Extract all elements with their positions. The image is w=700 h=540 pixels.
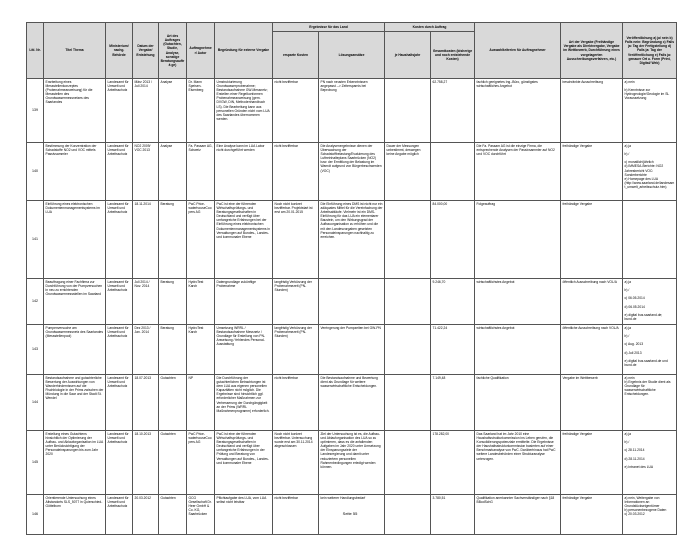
row-datum: NO2 2009/ VOC 2013: [133, 143, 159, 201]
row-auswahl: Qualifikation anerkannter Sachverständiger nach §18 BBodSchG: [475, 495, 561, 535]
table-row: [27, 431, 677, 495]
row-title: Erarbeitung eines Messstellenkonzeptes (Probenahmeanweisung) für die Messstellen des Grundwassermessnetzes des Saarlandes: [44, 79, 106, 143]
row-ministerium: Landesamt für Umwelt und Arbeitsschutz: [106, 375, 133, 431]
row-auswahl: wirtschaftlichstes Angebot: [475, 325, 561, 375]
row-loesung: Die Bestandsaufnahme und Bewertung dient als Grundlage für weitere wasserwirtschaftliche Entscheidungen.: [319, 375, 385, 431]
row-je-jahr: Dauer der Messungen unbestimmt, deswegen keine Angabe möglich: [385, 143, 431, 201]
table-row: [27, 279, 677, 325]
header-titel: Titel Thema: [44, 23, 106, 79]
row-title: Beauftragung einer Fachfirma zur Durchführung von der Pumpversuchen in neu zu errichtenden Grundwassermessstellen im Saarland: [44, 279, 106, 325]
row-loesung: Die Einführung eines DMS ist nicht nur ein adäquates Mittel für die Vereinfachung der Arbeitsabläufe. Vielmehr ist ein DMS-Einführung für das LUA ein elementarer Baustein, um den Wirkungsgrad der Aufbauorganisation zu erhöhen und die mit den Landesvorgaben gesetzten Personaleinsparungen nachhaltig zu erreichen.: [319, 201, 385, 279]
row-auswahl: Die Fa. Passam AG ist die einzige Firma, die entsprechende Analysen der Passivsammler auf NO2 und VOC durchführt: [475, 143, 561, 201]
row-number: 144: [27, 375, 44, 431]
header-ministerium: Ministerium/ nachg. Behörde: [106, 23, 133, 79]
row-je-jahr: [385, 375, 431, 431]
row-auswahl: fachlich geeignetes Ing.-Büro, günstigstes wirtschaftliches Angebot: [475, 79, 561, 143]
row-datum: Dez 2013 / Jan. 2014: [133, 325, 159, 375]
row-auftragnehmer: Dr. Mann Speisen-Eisenberg: [187, 79, 215, 143]
header-ersparte-kosten: ersparte Kosten: [273, 32, 319, 79]
row-vergabe: freihändige Vergabe: [561, 495, 623, 535]
row-vergabe: freihändige Vergabe: [561, 143, 623, 201]
row-vergabe: freihändige Vergabe: [561, 431, 623, 495]
row-loesung: Die Analysenergebnisse dienen der Überwachung der Schadstoffbelastung/Evaluierung des Luftreinhalteplans Saarbrücken (NO2) bzw. der Ermittlung der Belastung im Warndt aufgrund von Bürgerbeschwerden (VOC): [319, 143, 385, 201]
row-auftragnehmer: Fa. Passam AG, Schweiz: [187, 143, 215, 201]
row-datum: Juli 2014 / Nov. 2014: [133, 279, 159, 325]
row-begruendung: Eine Analyse kann im LUA Labor nicht durchgeführt werden: [215, 143, 273, 201]
header-gesamtkosten: Gesamtkosten (bisherige und noch entstehende Kosten): [431, 32, 475, 79]
row-ministerium: Landesamt für Umwelt und Arbeitsschutz: [106, 143, 133, 201]
header-begruendung: Begründung für externe Vergabe: [215, 23, 273, 79]
row-art: Gutachten: [159, 495, 187, 535]
row-auftragnehmer: GCG Gesellschaft Dr. Heer GmbH & Co. KG, Saarbrücken: [187, 495, 215, 535]
table-row: [27, 79, 677, 143]
header-art: Art des Auftrages (Gutachten, Studie, Analyse, sonstige Beratungsaufträ ge): [159, 23, 187, 79]
row-veroeffentlichung: a) ja b) / c) monatlich/jährlich d) IMMESA-Berichte: NO2 Jahresbericht VOC: Sonderberichte e) Homepage des LUA (http://www.saarland.de/landesamt_umwelt_arbeitsschutz.htm): [623, 143, 677, 201]
row-title: Erstellung eines Gutachtens hinsichtlich der Optimierung der Aufbau- und Ablauforganisation im LUA unter Berücksichtigung der Personaleinsparungen bis zum Jahr 2020: [44, 431, 106, 495]
row-datum: 18.11.2014: [133, 201, 159, 279]
row-begruendung: Die Durchführung der gutachterlichen Betrachtungen ist dem LUA aus eigenen personellen Kapazitäten nicht möglich. Die Ergebnisse sind hinsichtlich ggf. erforderlicher Maßnahmen zur Verbesserung der Durchgängigkeit an der Prims (WRRL Maßnahmenprogramm) erforderlich.: [215, 375, 273, 431]
row-vergabe: freihändige Vergabe: [561, 201, 623, 279]
row-loesung: Ziel der Untersuchung ist es, die Aufbau- und Ablauforganisation des LUA so zu optimieren, dass es die anfallenden Aufgaben im Jahr 2020 unter Umsetzung der Einsparungsziele der Landesregierung und damit unter reduziertem personellen Rahmenbedingungen erledigt werden können.: [319, 431, 385, 495]
row-art: Beratung: [159, 279, 187, 325]
row-ersparte-kosten: nicht bezifferbar: [273, 143, 319, 201]
row-gesamtkosten: [431, 143, 475, 201]
table-row: [27, 375, 677, 431]
page-footer: Seite 55: [342, 511, 358, 516]
row-number: 139: [27, 79, 44, 143]
row-gesamtkosten: 84.000,00: [431, 201, 475, 279]
row-vergabe: öffentliche Ausschreibung nach VOL/A: [561, 325, 623, 375]
row-gesamtkosten: 62.758,27: [431, 79, 475, 143]
row-auftragnehmer: HydroTest Karch: [187, 325, 215, 375]
row-ministerium: Landesamt für Umwelt und Arbeitsschutz: [106, 495, 133, 535]
row-begruendung: Umsetzung WRRL / Bestandsaufnahme Messnetz / Grundlage für Erstellung von PN-Anweisung / fehlendes Personal-Ausstattung: [215, 325, 273, 375]
row-ministerium: Landesamt für Umwelt und Arbeitsschutz: [106, 431, 133, 495]
contracts-table: [26, 22, 677, 535]
row-number: 142: [27, 279, 44, 325]
row-ersparte-kosten: nicht bezifferbar: [273, 79, 319, 143]
row-loesung: [319, 279, 385, 325]
row-ersparte-kosten: nicht bezifferbar: [273, 375, 319, 431]
row-je-jahr: [385, 79, 431, 143]
row-auftragnehmer: HydroTest Karch: [187, 279, 215, 325]
row-auftragnehmer: PwC Price-waterhouseCoopers AG: [187, 201, 215, 279]
row-vergabe: beschränkte Ausschreibung: [561, 79, 623, 143]
row-gesamtkosten: 3.780,51: [431, 495, 475, 535]
row-loesung: kein weiterer Handlungsbedarf: [319, 495, 385, 535]
row-begruendung: Datengrundlage zukünftige Probenahme: [215, 279, 273, 325]
row-auswahl: Das Saarland hat im Jahr 2010 eine Haushaltsstrukturkommission ins Leben gerufen, die Konsolidierungspotenziale ermittelte. Die Ergebnisse der Haushaltsstrukturkommission basierten auf einer Benchmarkanalyse von PwC. Darüberhinaus hat PwC weitere Landesbehörden einer Strukturanalyse unterzogen.: [475, 431, 561, 495]
report-sheet: [26, 22, 676, 535]
row-auftragnehmer: PwC Price-waterhouseCoopers AG: [187, 431, 215, 495]
row-auswahl: Folgeauftrag: [475, 201, 561, 279]
row-auftragnehmer: NP: [187, 375, 215, 431]
row-datum: 18.07.2013: [133, 375, 159, 431]
header-auswahlkriterien: Auswahlkriterien für Auftragnehmer: [475, 23, 561, 79]
header-datum: Datum der Vergabe/ Entstehung: [133, 23, 159, 79]
row-art: Beratung: [159, 201, 187, 279]
row-gesamtkosten: 71.422,24: [431, 325, 475, 375]
row-art: Gutachten: [159, 431, 187, 495]
row-title: Einführung eines elektronischen Dokumentenmanagementsystems im LUA: [44, 201, 106, 279]
row-art: Analyse: [159, 143, 187, 201]
row-datum: 18.10.2013: [133, 431, 159, 495]
header-art-vergabe: Art der Vergabe (Freihändige Vergabe als Direktvergabe, Vergabe im Wettbewerb, Durchführung eines vorgelagerten Ausschreibungsverfahren, etc.): [561, 23, 623, 79]
row-number: 143: [27, 325, 44, 375]
row-art: Analyse: [159, 79, 187, 143]
row-title: Pumpenversuche am Grundwassermessnetz des Saarlandes (Messstellenpool): [44, 325, 106, 375]
row-datum: März 2013 / Juli 2014: [133, 79, 159, 143]
header-je-haushaltsjahr: je Haushaltsjahr: [385, 32, 431, 79]
row-art: Gutachten: [159, 375, 187, 431]
row-gesamtkosten: 178.282,00: [431, 431, 475, 495]
row-title: Bestimmung der Konzentration der Schadstoffe NO2 und VOC mittels Passivsammler: [44, 143, 106, 201]
row-ersparte-kosten: Noch nicht konkret bezifferbar. Projektstart ist erst am 20.01.2015: [273, 201, 319, 279]
row-veroeffentlichung: a) nein b) Kenntnisse zur Hydrogeologie/Geologie im SL Voraussetzung: [623, 79, 677, 143]
header-kosten-group: Kosten durch Auftrag: [385, 23, 475, 32]
row-ministerium: Landesamt für Umwelt und Arbeitsschutz: [106, 201, 133, 279]
table-row: [27, 325, 677, 375]
table-row: [27, 143, 677, 201]
table-row: [27, 201, 677, 279]
row-je-jahr: [385, 279, 431, 325]
header-ergebnisse-group: Ergebnisse für das Land: [273, 23, 385, 32]
row-ersparte-kosten: nicht bezifferbar: [273, 495, 319, 535]
row-vergabe: Vergabe im Wettbewerb: [561, 375, 623, 431]
row-title: Bestandsaufnahme und gutachterliche Bewertung der Auswirkungen von Wanderhindernissen auf die Fischbiologie in der Prims zwischen der Mündung in die Saar und der Stadt St. Wendel: [44, 375, 106, 431]
row-number: 140: [27, 143, 44, 201]
row-veroeffentlichung: a) nein b) Ergebnis der Studie dient als Grundlage für wasserwirtschaftliche Entscheidungen.: [623, 375, 677, 431]
row-begruendung: Umstrukturierung Grundwasserprobenahme; Bestandsaufnahme GW-Messnetz; Erstellen einer Regelkonformen Probenahmeanweisung (gem. DVGW, DIN, Methodenhandbuch LS). Die Bearbeitung kann aus personellen Gründen nicht vom LUA des Saarlandes übernommen werden.: [215, 79, 273, 143]
row-auswahl: wirtschaftlichstes Angebot: [475, 279, 561, 325]
row-veroeffentlichung: a) ja b) / c) 06.05.2014 d) 06.05.2014 e) digital bus.saarland.de; bund.de: [623, 279, 677, 325]
row-je-jahr: [385, 325, 431, 375]
table-body: [27, 79, 677, 535]
row-datum: 20.03.2012: [133, 495, 159, 535]
row-veroeffentlichung: a) ja b) / c) Aug. 2013 d) Juli 2013 e) digital bus.saarland.de und bund.de: [623, 325, 677, 375]
row-gesamtkosten: 9.246,70: [431, 279, 475, 325]
row-number: 141: [27, 201, 44, 279]
row-ministerium: Landesamt für Umwelt und Arbeitsschutz: [106, 279, 133, 325]
row-number: 146: [27, 495, 44, 535]
row-number: 145: [27, 431, 44, 495]
row-gesamtkosten: 7.149,48: [431, 375, 475, 431]
row-begruendung: Pflichtaufgabe des LUA, vom LUA selbst nicht leistbar: [215, 495, 273, 535]
row-loesung: PN nach neusten Erkenntnissen angepasst --> Zeitersparnis bei Beprobung: [319, 79, 385, 143]
header-loesungsansaetze: Lösungsansätze: [319, 32, 385, 79]
row-ministerium: Landesamt für Umwelt und Arbeitsschutz: [106, 79, 133, 143]
row-je-jahr: [385, 201, 431, 279]
row-begruendung: PwC ist eine der führenden Wirtschaftsprüfungs- und Beratungsgesellschaften in Deutschland und verfügt über umfangreiche Erfahrungen in der Prüfung und Beratung von Verwaltungen auf Bundes-, Landes- und kommunaler Ebene: [215, 431, 273, 495]
row-title: Orientierende Untersuchung eines Altstandorts SLS_5077 in Quierschied-Göttelborn: [44, 495, 106, 535]
row-je-jahr: [385, 431, 431, 495]
row-loesung: Verringerung der Pumpzeiten bei GW-PN: [319, 325, 385, 375]
row-veroeffentlichung: a) nein, Weitergabe von Informationen an Grundstückseigentümer b) personenbezogene Daten c) 20.03.2012: [623, 495, 677, 535]
row-auswahl: fachliche Qualifikation: [475, 375, 561, 431]
header-auftragnehmer: Auftragnehme r/ Autor: [187, 23, 215, 79]
header-lfd-nr: Lfd. Nr.: [27, 23, 44, 79]
row-vergabe: öffentlich Ausschreibung nach VOL/A: [561, 279, 623, 325]
row-ersparte-kosten: langfristig Verkürzung der Probenahmezeit (PN-Stunden): [273, 279, 319, 325]
row-begruendung: PwC ist eine der führenden Wirtschaftsprüfungs- und Beratungsgesellschaften in Deutschland und verfügt über umfangreiche Erfahrungen bei der Einführung eines elektronischen Dokumentenmanagementsystems in Verwaltungen auf Bundes-, Landes- und kommunaler Ebene: [215, 201, 273, 279]
row-ersparte-kosten: langfristig Verkürzung der Probenahmezeit (PN-Stunden): [273, 325, 319, 375]
row-ersparte-kosten: Noch nicht konkret bezifferbar. Untersuchung wurde erst am 30.11.2014 abgeschlossen: [273, 431, 319, 495]
row-art: Beratung: [159, 325, 187, 375]
row-ministerium: Landesamt für Umwelt und Arbeitsschutz: [106, 325, 133, 375]
row-veroeffentlichung: [623, 201, 677, 279]
row-veroeffentlichung: a) ja b) / c) 28.11.2014 d) 28.11.2014 e) Intranet des LUA: [623, 431, 677, 495]
header-veroeffentlichung: Veröffentlichung a) ja/ nein b) Falls nein: Begründung c) Falls ja: Tag der Fertigstellung d) Falls ja: Tag der Veröffentlichung e) Falls ja: genauer Ort u. Form (Print, Digital/ Web): [623, 23, 677, 79]
